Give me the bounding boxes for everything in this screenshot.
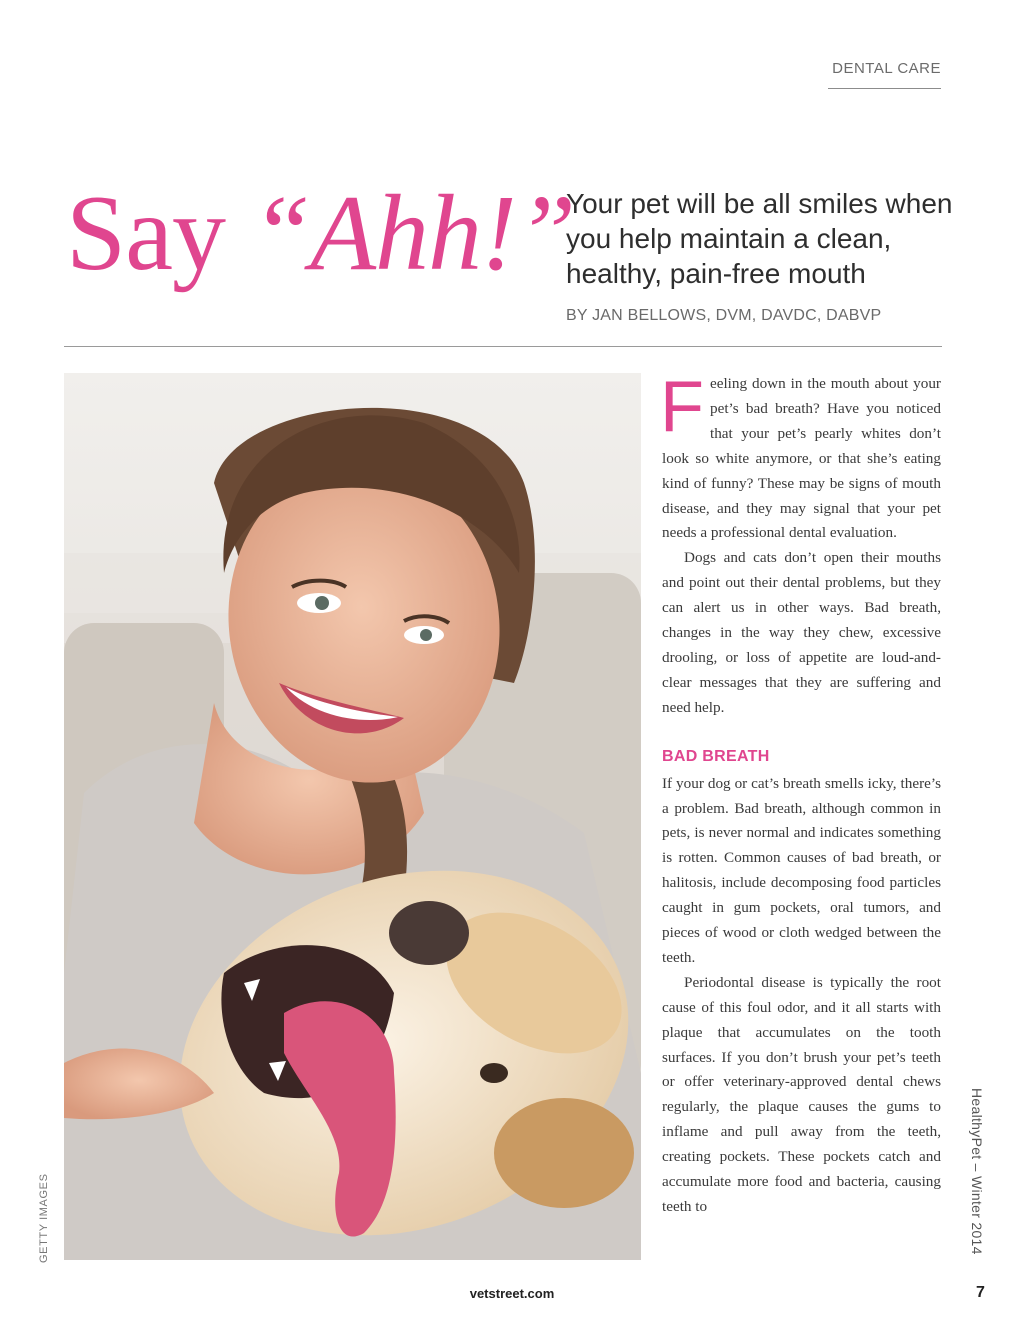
article-photo [64, 373, 641, 1260]
paragraph-4: Periodontal disease is typically the root cause of this foul odor, and it all starts with plaque that accumulates on the tooth surfaces. If you don’t brush your pet’s teeth or offer veterinary-approved dental chews regularly, the plaque causes the gums to inflame and pull away from the teeth, creating pockets. These pockets catch and accumulate more food and bacteria, causing teeth to [662, 973, 941, 1215]
paragraph-3: If your dog or cat’s breath smells icky, there’s a problem. Bad breath, although common in pets, is never normal and indicates something is rotten. Common causes of bad breath, or halitosis, include decomposing food particles caught in gum pockets, oral tumors, and pieces of wood or cloth wedged between the teeth. [662, 774, 941, 966]
running-head [965, 1088, 989, 1273]
photo-credit-text: GETTY IMAGES [38, 1173, 50, 1263]
headline [66, 174, 576, 293]
page-number: 7 [976, 1284, 985, 1301]
running-head-text: HealthyPet – Winter 2014 [969, 1088, 985, 1255]
byline: BY JAN BELLOWS, DVM, DAVDC, DABVP [566, 307, 882, 324]
footer-site: vetstreet.com [469, 1286, 555, 1301]
headline-ahh: “Ahh!” [251, 174, 576, 293]
subhead-bad-breath: BAD BREATH [662, 747, 770, 765]
deck-subtitle: Your pet will be all smiles when you help maintain a clean, healthy, pain-free mouth [566, 188, 953, 289]
paragraph-1 [660, 367, 941, 546]
photo-credit [38, 1175, 54, 1265]
section-rule [828, 88, 941, 89]
header-divider [64, 346, 942, 347]
headline-say: Say [66, 174, 251, 293]
paragraph-1-text: eeling down in the mouth about your pet’s bad breath? Have you noticed that your pet’s pearly whites don’t look so white anymore, or that she’s eating kind of funny? These may be signs of mouth disease, and they may signal that your pet needs a professional dental evaluation. [662, 375, 941, 542]
paragraph-2: Dogs and cats don’t open their mouths and point out their dental problems, but they can alert us in other ways. Bad breath, changes in the way they chew, excessive drooling, or loss of appetite are loud-and-clear messages that they are suffering and need help. [662, 549, 941, 716]
section-label: DENTAL CARE [832, 60, 941, 77]
drop-cap: F [660, 367, 704, 447]
article-body [660, 367, 941, 1220]
